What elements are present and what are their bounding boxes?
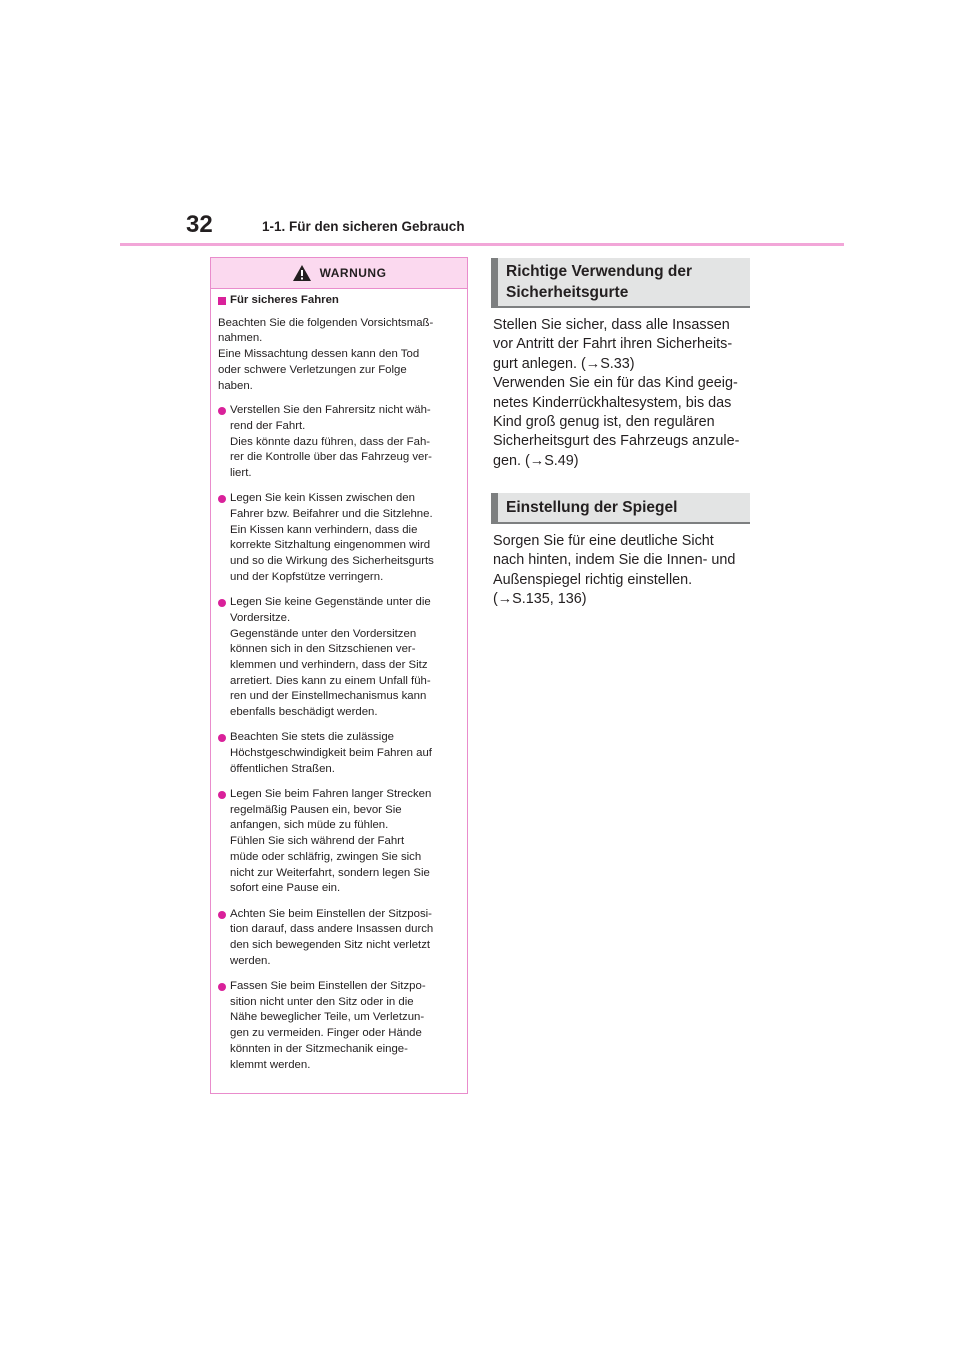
warning-bullet xyxy=(218,787,460,897)
warning-bullet-text: Legen Sie kein Kissen zwischen den Fahrer bzw. Beifahrer und die Sitzlehne. Ein Kissen kann verhindern, dass die korrekte Sitzhaltung eingenommen wird und so die Wirkung des Sicherheitsgurts und der Kopfstütze verringern. xyxy=(230,492,434,583)
warning-bullet xyxy=(218,403,460,482)
warning-bullet xyxy=(218,979,460,1073)
section-body-mirrors: Sorgen Sie für eine deutliche Sicht nach hinten, indem Sie die Innen- und Außenspiegel richtig einstellen. (→S.135, 136) xyxy=(493,533,736,608)
section-heading-seatbelts: Richtige Verwendung der Sicherheitsgurte xyxy=(491,258,750,308)
header-rule xyxy=(120,243,844,246)
warning-bullet xyxy=(218,491,460,585)
warning-bullet-text: Fassen Sie beim Einstellen der Sitzpo- sition nicht unter den Sitz oder in die Nähe beweglicher Teile, um Verletzun- gen zu vermeiden. Finger oder Hände könnten in der Sitzmechanik einge- klemmt werden. xyxy=(230,979,426,1071)
round-bullet-icon xyxy=(218,599,226,607)
square-bullet-icon xyxy=(218,297,226,305)
round-bullet-icon xyxy=(218,983,226,991)
warning-bullet-text: Verstellen Sie den Fahrersitz nicht wäh- rend der Fahrt. Dies könnte dazu führen, dass der Fah- rer die Kontrolle über das Fahrzeug ver- liert. xyxy=(230,404,432,480)
warning-title: WARNUNG xyxy=(319,266,387,280)
warning-subheading-text: Für sicheres Fahren xyxy=(230,294,339,306)
round-bullet-icon xyxy=(218,791,226,799)
round-bullet-icon xyxy=(218,495,226,503)
warning-header xyxy=(211,258,467,289)
page-number: 32 xyxy=(186,211,213,238)
round-bullet-icon xyxy=(218,911,226,919)
warning-bullet xyxy=(218,907,460,970)
warning-bullet-text: Beachten Sie stets die zulässige Höchstgeschwindigkeit beim Fahren auf öffentlichen Straßen. xyxy=(230,731,432,775)
section-title: 1-1. Für den sicheren Gebrauch xyxy=(262,219,465,234)
section-body-seatbelts: Stellen Sie sicher, dass alle Insassen vor Antritt der Fahrt ihren Sicherheits- gurt anlegen. (→S.33) Verwenden Sie ein für das Kind geeig- netes Kinderrückhaltesystem, bis das Kind groß genug ist, den regulären Sicherheitsgurt des Fahrzeugs anzule- gen. (→S.49) xyxy=(493,317,740,469)
warning-box xyxy=(210,257,468,1094)
warning-bullet xyxy=(218,595,460,721)
warning-intro: Beachten Sie die folgenden Vorsichtsmaß- nahmen. Eine Missachtung dessen kann den Tod oder schwere Verletzungen zur Folge haben. xyxy=(218,316,434,392)
warning-subheading xyxy=(218,293,460,309)
warning-bullet xyxy=(218,730,460,777)
warning-bullet-text: Legen Sie keine Gegenstände unter die Vordersitze. Gegenstände unter den Vordersitzen können sich in den Sitzschienen ver- klemmen und verhindern, dass der Sitz arretiert. Dies kann zu einem Unfall füh- ren und der Einstellmechanismus kann ebenfalls beschädigt werden. xyxy=(230,596,431,719)
warning-triangle-icon xyxy=(292,264,312,282)
section-heading-mirrors: Einstellung der Spiegel xyxy=(491,493,750,524)
warning-bullet-text: Legen Sie beim Fahren langer Strecken regelmäßig Pausen ein, bevor Sie anfangen, sich müde zu fühlen. Fühlen Sie sich während der Fahrt müde oder schläfrig, zwingen Sie sich nicht zur Weiterfahrt, sondern legen Sie sofort eine Pause ein. xyxy=(230,788,432,895)
round-bullet-icon xyxy=(218,407,226,415)
round-bullet-icon xyxy=(218,734,226,742)
warning-body xyxy=(211,289,467,1073)
warning-bullet-text: Achten Sie beim Einstellen der Sitzposi- tion darauf, dass andere Insassen durch den sich bewegenden Sitz nicht verletzt werden. xyxy=(230,907,434,967)
